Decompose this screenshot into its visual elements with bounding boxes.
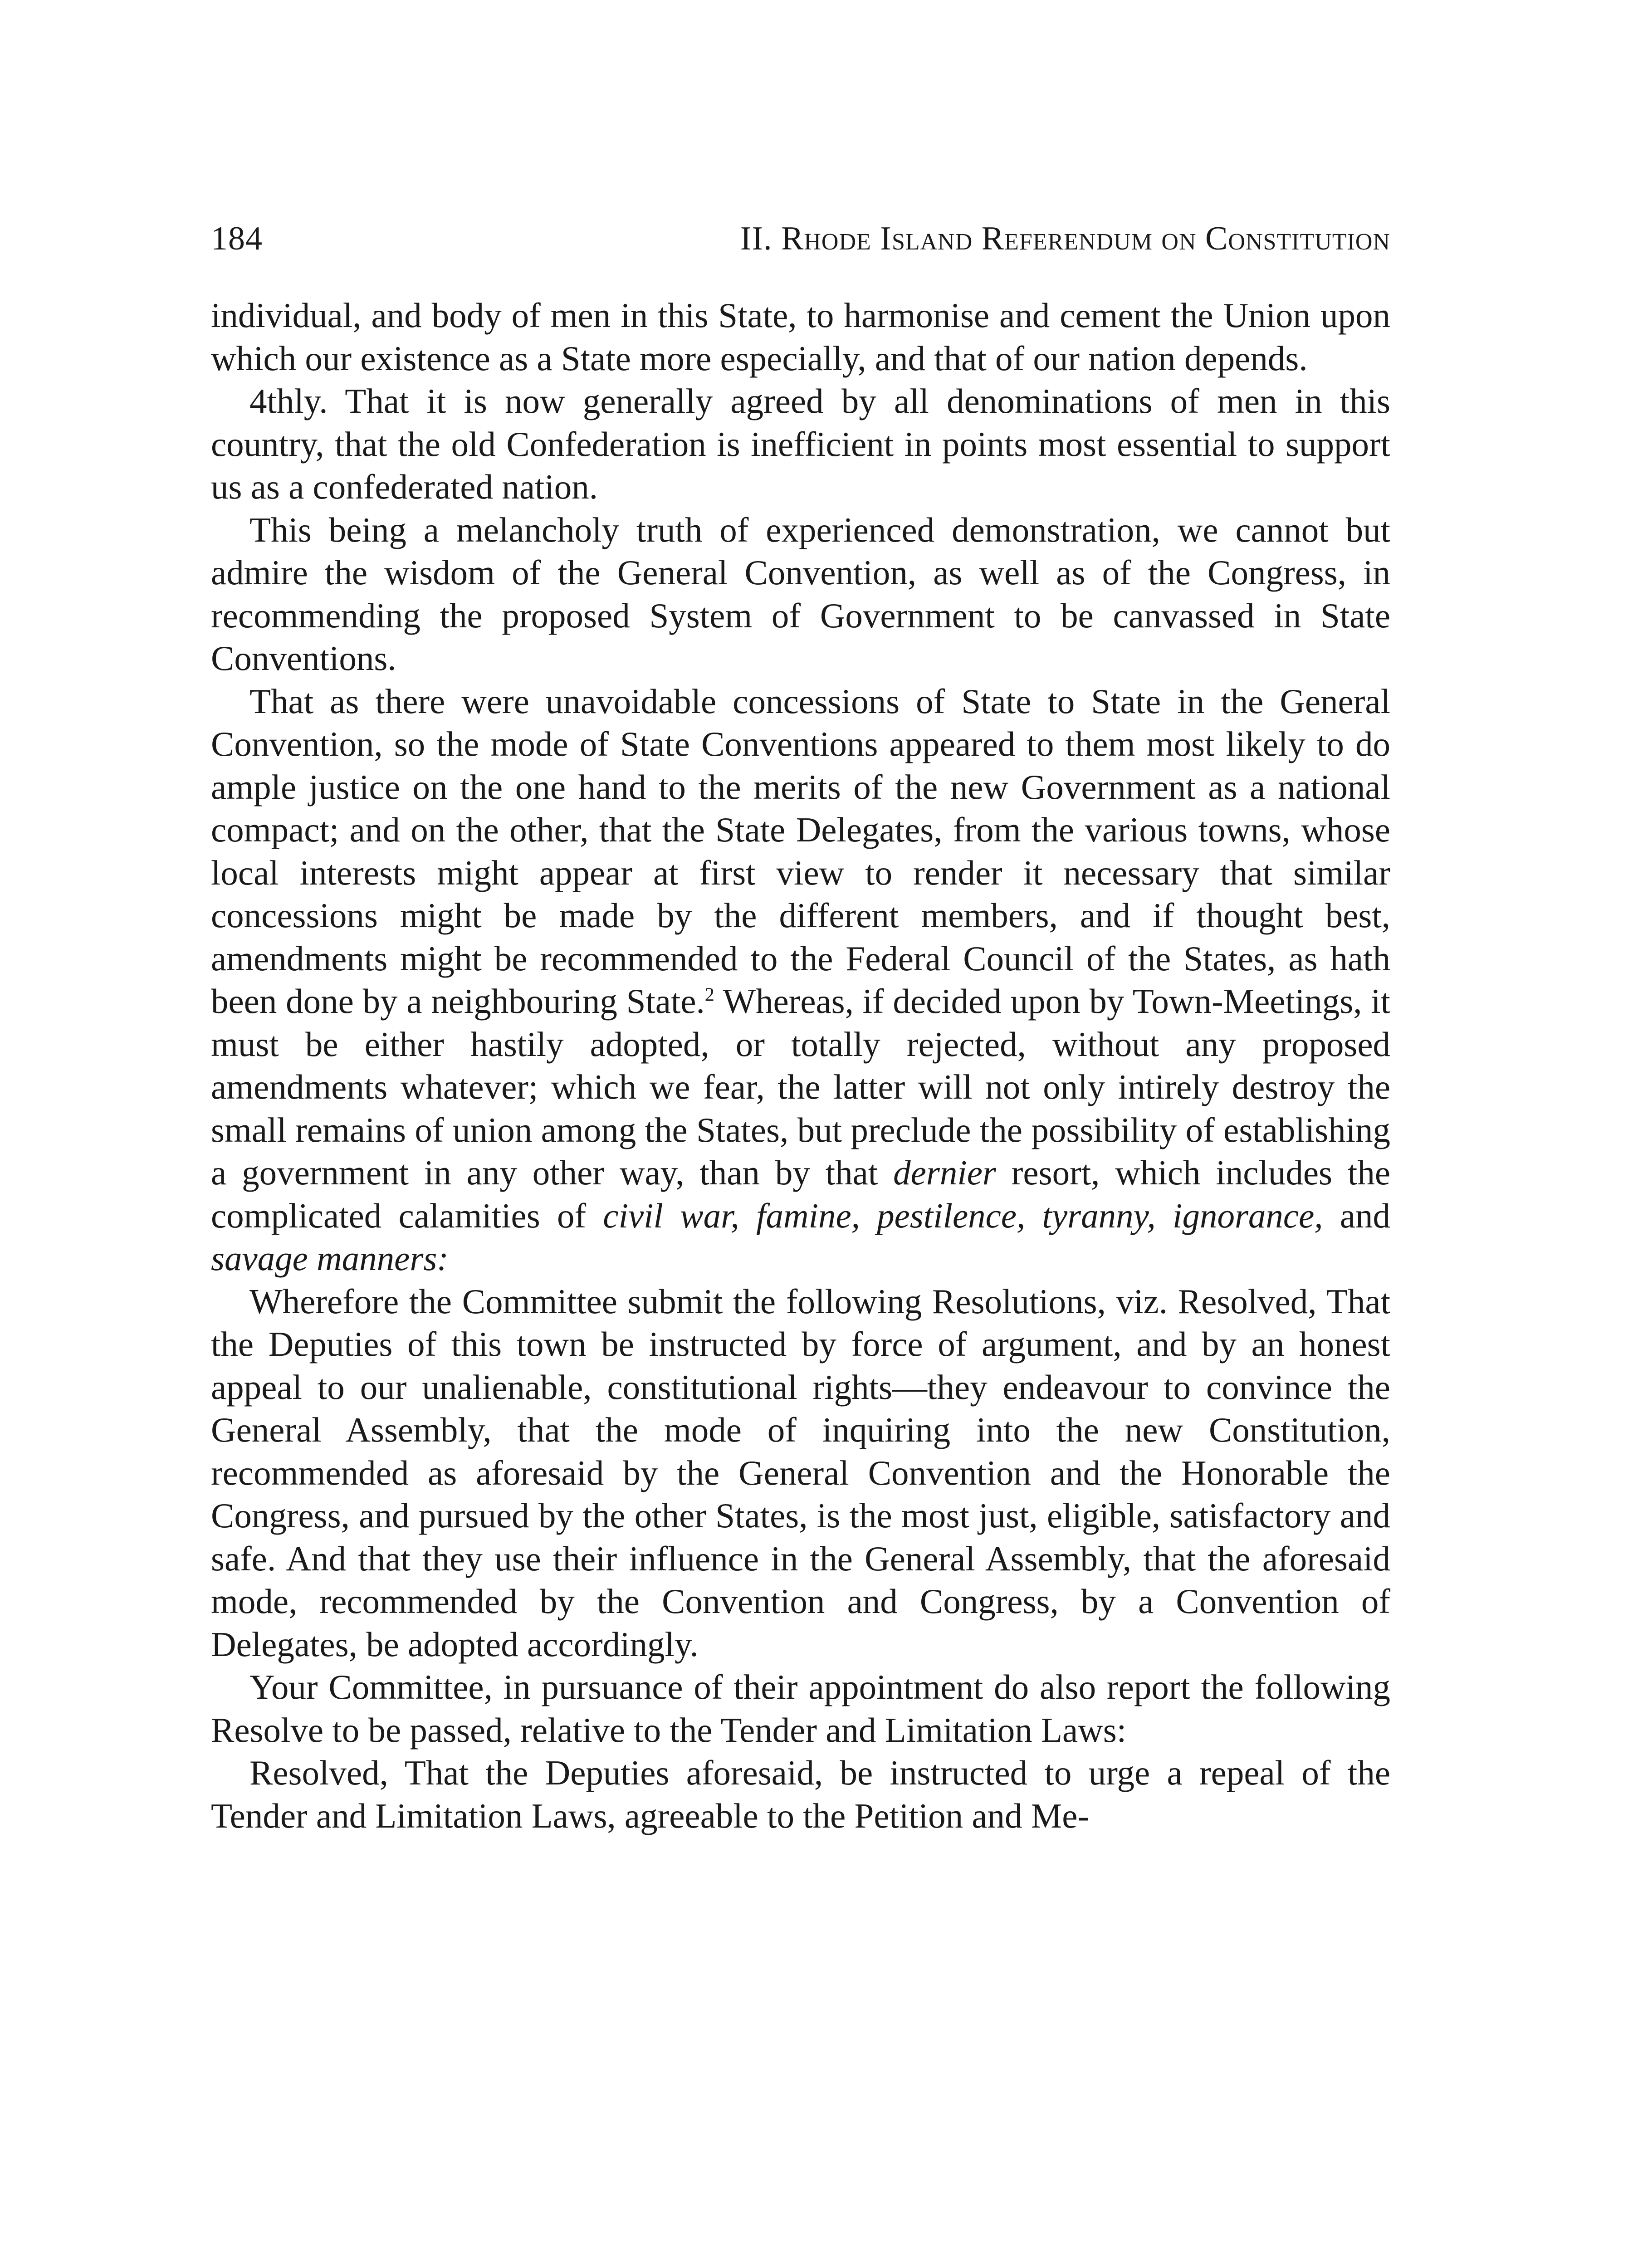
paragraph-concessions-text-3: resort, which includes the complicated calamities of bbox=[211, 1153, 1390, 1235]
paragraph-resolutions: Wherefore the Committee submit the following Resolutions, viz. Resolved, That the Deputies of this town be instructed by force of argument, and by an honest appeal to our unalienable, constitutional rights—they endeavour to convince the General Assembly, that the mode of inquiring into the new Constitution, recommended as aforesaid by the General Convention and the Honorable the Congress, and pursued by the other States, is the most just, eligible, satisfactory and safe. And that they use their influence in the General Assembly, that the aforesaid mode, recommended by the Convention and Congress, by a Convention of Delegates, be adopted accordingly. bbox=[211, 1281, 1390, 1664]
italic-savage-manners: savage manners: bbox=[211, 1239, 449, 1278]
italic-dernier: dernier bbox=[893, 1153, 996, 1192]
paragraph-committee-report: Your Committee, in pursuance of their appointment do also report the following Resolve to be passed, relative to the Tender and Limitation Laws: bbox=[211, 1667, 1390, 1750]
paragraph-concessions-text-2: Whereas, if decided upon by Town-Meetings, it must be either hastily adopted, or totally rejected, without any proposed amendments whatever; which we fear, the latter will not only intirely destroy the small remains of union among the States, but preclude the possibility of establishing a government in any other way, than by that bbox=[211, 982, 1390, 1192]
paragraph-concessions-text-4: and bbox=[1323, 1196, 1390, 1235]
paragraph-fourthly: 4thly. That it is now generally agreed by all denominations of men in this country, that the old Confederation is inefficient in points most essential to support us as a confederated nation. bbox=[211, 381, 1390, 506]
paragraph-concessions bbox=[211, 680, 1390, 1280]
book-page bbox=[211, 217, 1390, 1837]
paragraph-resolved-repeal: Resolved, That the Deputies aforesaid, be instructed to urge a repeal of the Tender and Limitation Laws, agreeable to the Petition and Me- bbox=[211, 1753, 1390, 1835]
paragraph-concessions-text-1: That as there were unavoidable concessions of State to State in the General Convention, so the mode of State Conventions appeared to them most likely to do ample justice on the one hand to the merits of the new Government as a national compact; and on the other, that the State Delegates, from the various towns, whose local interests might appear at first view to render it necessary that similar concessions might be made by the different members, and if thought best, amendments might be recommended to the Federal Council of the States, as hath been done by a neighbouring State. bbox=[211, 681, 1390, 1021]
paragraph-melancholy-truth: This being a melancholy truth of experienced demonstration, we cannot but admire the wisdom of the General Convention, as well as of the Congress, in recommending the proposed System of Government to be canvassed in State Conventions. bbox=[211, 510, 1390, 678]
running-head-title: II. Rhode Island Referendum on Constitution bbox=[740, 220, 1390, 257]
footnote-reference: 2 bbox=[704, 984, 714, 1006]
page-number: 184 bbox=[211, 220, 263, 257]
body-text bbox=[211, 294, 1390, 1837]
paragraph-continued: individual, and body of men in this State, to harmonise and cement the Union upon which our existence as a State more especially, and that of our nation depends. bbox=[211, 296, 1390, 378]
italic-calamities: civil war, famine, pestilence, tyranny, ignorance, bbox=[603, 1196, 1323, 1235]
running-head bbox=[211, 217, 1390, 260]
